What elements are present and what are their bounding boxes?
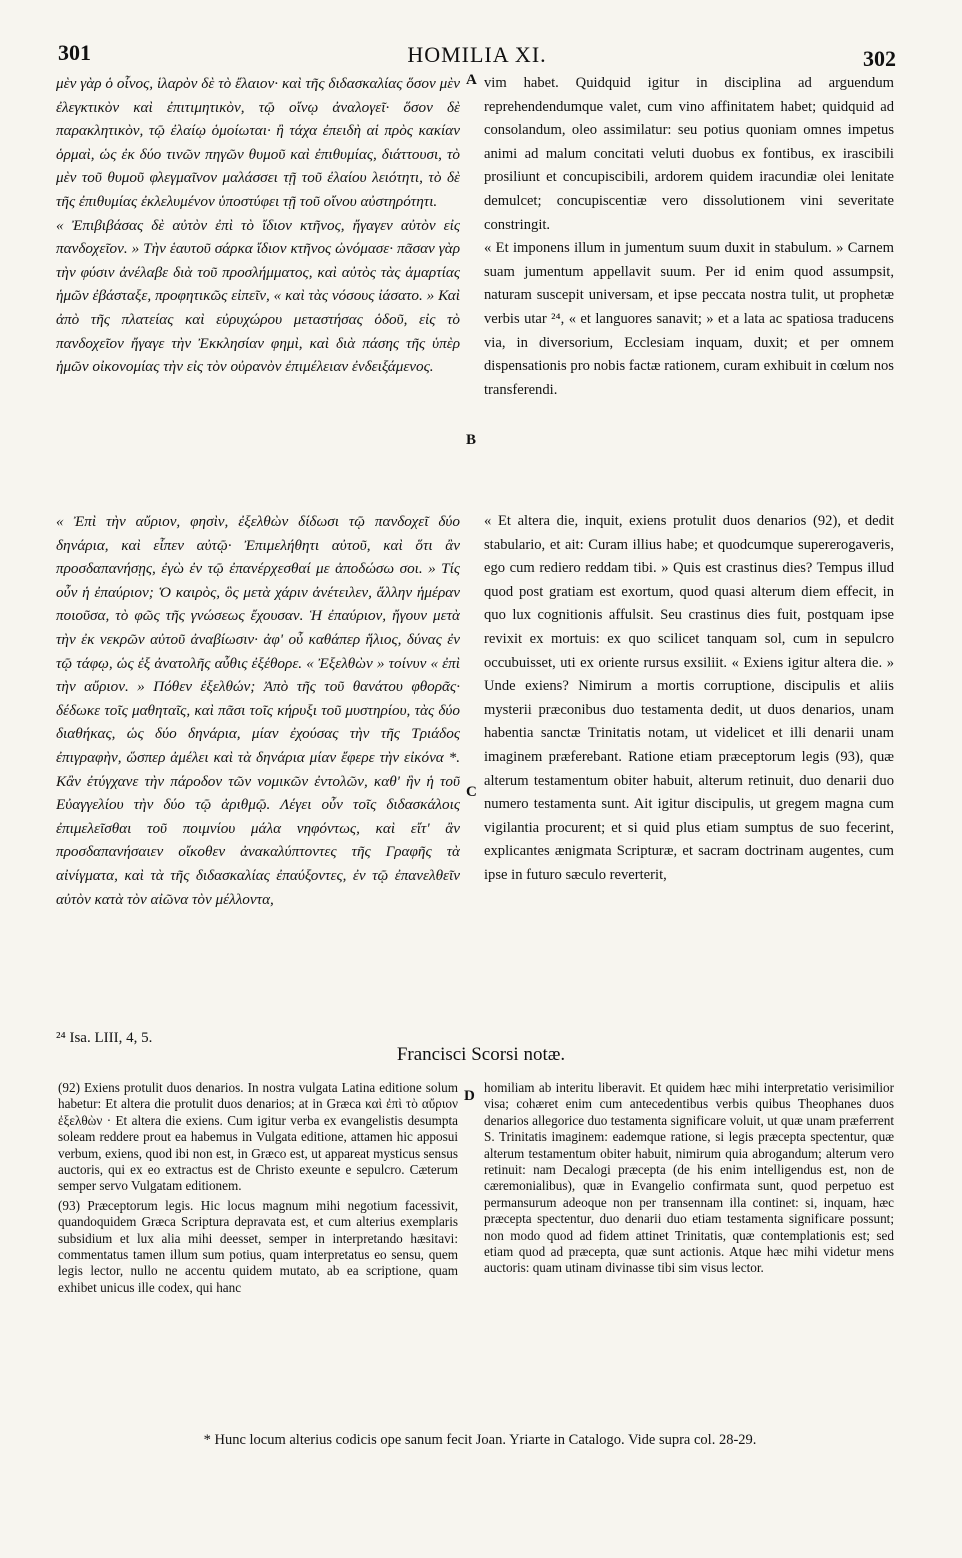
latin-paragraph: « Et altera die, inquit, exiens protulit duos denarios (92), et dedit stabulario, et ait: Curam illius habe; et quodcumque supererogaveris, ego cum rediero reddam tibi. » Quis est crastinus dies? Tempus illud quod post gratiam est exortum, quod quasi alterum diem effecit, in quo lux cognitionis affulsit. Seu crastinus dies fuit, postquam ipse revixit ex mortuis: ex quo scilicet tanquam sol, cum in sepulcro occubuisset, uti ex oriente rursus exsiliit. « Exiens igitur altera die. » Unde exiens? Nimirum a mortis corruptione, discipulis et aliis mysterii præconibus duo testamenta dedit, ut duos denarios, unam habentia sanctæ Trinitatis notam, ut videlicet et illi denarii unam imaginem præferebant. Ratione etiam præceptorum legis (93), quæ alterum testamentum obiter habuit, alterum retinuit, duo denarii duo numero testamenta sunt. Ait igitur discipulis, ut gregem magna cum vigilantia procurent; et si quid plus etiam sumptus de suo fecerint, explicantes ænigmata Scripturæ, et sacram doctrinam augentes, cum ipse in futuro sæculo reverterit,	[484, 513, 894, 883]
notes-column-left	[58, 1080, 458, 1420]
margin-letter-b: B	[466, 432, 477, 448]
margin-letter-a: A	[466, 72, 477, 88]
margin-letter-c: C	[466, 784, 477, 800]
right-page-number: 302	[863, 46, 896, 71]
greek-paragraph: « Ἐπιβιβάσας δὲ αὐτὸν ἐπὶ τὸ ἴδιον κτῆνος, ἤγαγεν αὐτὸν εἰς πανδοχεῖον. » Τὴν ἑαυτοῦ σάρκα ἴδιον κτῆνος ὠνόμασε· πᾶσαν γὰρ τὴν φύσιν ἀνέλαβε διὰ τοῦ προσλήμματος, καὶ αὐτὸς τὰς ἁμαρτίας ἡμῶν ἐβάσταξε, προφητικῶς εἰπεῖν, « καὶ τὰς νόσους ἰάσατο. » Καὶ ἀπὸ τῆς πλατείας καὶ εὐρυχώρου μεταστήσας ὁδοῦ, εἰς τὸ πανδοχεῖον ἤγαγε τὴν Ἐκκλησίαν φημὶ, καὶ διὰ πάσης τῆς ὑπὲρ ἡμῶν οἰκονομίας τὴν εἰς τὸν οὐρανὸν ἐπιμέλειαν ἐνδειξάμενος.	[56, 216, 460, 376]
greek-paragraph: μὲν γὰρ ὁ οἶνος, ἱλαρὸν δὲ τὸ ἔλαιον· καὶ τῆς διδασκαλίας ὅσον μὲν ἐλεγκτικὸν καὶ ἐπιτιμητικὸν, τῷ οἴνῳ ἀναλογεῖ· ὅσον δὲ παρακλητικὸν, τῷ ἐλαίῳ ὁμοίωται· ἢ τάχα ἐπειδὴ αἱ πρὸς κακίαν ὁρμαὶ, ὡς ἐκ δύο τινῶν πηγῶν θυμοῦ καὶ ἐπιθυμίας, διάττουσι, τὸ μὲν τοῦ θυμοῦ φλεγμαῖνον μαλάσσει τῇ τοῦ ἐλαίου λειότητι, τὸ δὲ τῆς ἐπιθυμίας ἐκλελυμένον ὑποστύφει τῇ τοῦ οἴνου αὐστηρότητι.	[56, 75, 460, 210]
scripture-footnote: ²⁴ Isa. LIII, 4, 5.	[56, 1030, 153, 1046]
latin-paragraph: « Et imponens illum in jumentum suum duxit in stabulum. » Carnem suam jumentum appellavit suum. Per id enim quod assumpsit, naturam suscepit universam, et ipse peccata nostra tulit, ut prophetæ verbis utar ²⁴, « et languores sanavit; » et a lata ac spatiosa traducens via, in diversorium, Ecclesiam inquam, duxit; et per omnem dispensationis pro nobis factæ rationem, curam exhibuit in cœlum nos transferendi.	[484, 240, 894, 398]
bottom-footnote: * Hunc locum alterius codicis ope sanum fecit Joan. Yriarte in Catalogo. Vide supra col. 28-29.	[203, 1432, 757, 1448]
page-header	[58, 38, 896, 72]
notes-heading: Francisci Scorsi notæ.	[396, 1044, 566, 1065]
notes-column-right	[484, 1080, 894, 1420]
greek-column-middle	[56, 510, 460, 1030]
latin-column-top	[484, 72, 894, 492]
note-paragraph: (93) Præceptorum legis. Hic locus magnum mihi negotium facessivit, quandoquidem Græca Scriptura depravata est, et cum alterius exemplaris subsidium et lux alia mihi deesset, semper in interpretando hæsitavi: commentatus tamen illum sum potius, quam interpretatus eo sensu, quem legis lector, nullo ne accentu quidem mutato, ab ea scriptione, quam exhibet unicus ille codex, qui hanc	[58, 1197, 458, 1295]
left-page-number: 301	[58, 40, 91, 65]
latin-column-middle	[484, 510, 894, 1030]
note-paragraph: (92) Exiens protulit duos denarios. In nostra vulgata Latina editione solum habetur: Et altera die protulit duos denarios; at in Græca καὶ ἐπὶ τὸ αὔριον ἐξελθὼν · Et altera die exiens. Cum igitur verba ex evangelistis desumpta soleam reddere prout ea habemus in Vulgata editione, attamen hic apposui verbum, exiens, quod ibi non est, in Græco est, ut appareat mysticus sensus auctoris, qui ex eo extractus est de Christo exeunte e sepulcro. Cæterum semper servo Vulgatam editionem.	[58, 1080, 458, 1194]
latin-paragraph: vim habet. Quidquid igitur in disciplina ad arguendum reprehendendumque valet, cum vino affinitatem habet; quidquid ad consolandum, oleo assimilatur: seu potius quoniam omnes impetus animi ad malum concitati veluti duobus ex fontibus, ex irascibili prosiliunt et concupiscibili, ardorem quidem iracundiæ olei lenitate demulcet; concupiscentiæ vero dissolutionem vini severitate constringit.	[484, 75, 894, 233]
greek-column-top	[56, 72, 460, 492]
margin-letter-d: D	[464, 1088, 475, 1104]
running-title: HOMILIA XI.	[407, 42, 547, 67]
note-paragraph: homiliam ab interitu liberavit. Et quidem hæc mihi interpretatio verisimilior visa; cohæret enim cum antecedentibus verbis quibus Theophanes duos denarios allegorice duo testamenta significare voluit, ut quæ unam præferrent S. Trinitatis imaginem: eademque ratione, si legis præcepta spectentur, quæ alterum testamentum obiter habuit, nimirum quia abrogandum; alterum vero retinuit: nam Decalogi præcepta (de his enim intelligendus est, non de cæremonialibus), quæ in Evangelio confirmata sunt, quod perpetuo est permansurum adeoque non per transennam illa continet: si, inquam, hæc præcepta spectentur, duo denarii duo etiam testamenta significare possunt; non modo quod ad fidem attinet Trinitatis, quæ contemplationis est; sed etiam quod ad præcepta, quæ sunt actionis. Atque hæc mihi videtur mens auctoris: quam utinam divinasse tibi sim visus lector.	[484, 1080, 894, 1276]
greek-paragraph: « Ἐπὶ τὴν αὔριον, φησὶν, ἐξελθὼν δίδωσι τῷ πανδοχεῖ δύο δηνάρια, καὶ εἶπεν αὐτῷ· Ἐπιμελήθητι αὐτοῦ, καὶ ὅτι ἂν προσδαπανήσῃς, ἐγὼ ἐν τῷ ἐπανέρχεσθαί με ἀποδώσω σοι. » Τίς οὖν ἡ ἐπαύριον; Ὁ καιρὸς, ὃς μετὰ χάριν ἀνέτειλεν, ἄλλην ἡμέραν ποιοῦσα, τὸ φῶς τῆς γνώσεως ἔχουσαν. Ἡ ἐπαύριον, ἤγουν μετὰ τὴν ἐκ νεκρῶν αὐτοῦ ἀναβίωσιν· ἀφ' οὗ καθάπερ ἥλιος, δύνας ἐν τῷ τάφῳ, ὡς ἐξ ἀνατολῆς αὖθις ἐξέθορε. « Ἐξελθὼν » τοίνυν « ἐπὶ τὴν αὔριον. » Πόθεν ἐξελθών; Ἀπὸ τῆς τοῦ θανάτου φθορᾶς· δέδωκε τοῖς μαθηταῖς, καὶ πᾶσι τοῖς κήρυξι τοῦ μυστηρίου, τὰς δύο διαθήκας, ὡς δύο δηνάρια, μίαν ἐχούσας τὴν τῆς Τριάδος ἐπιγραφὴν, ὥσπερ ἀμέλει καὶ τὰ δηνάρια μίαν ἔφερε τὴν εἰκόνα *. Κἂν ἐτύγχανε τὴν πάροδον τῶν νομικῶν ἐντολῶν, καθ' ἣν ἡ τοῦ Εὐαγγελίου τὴν δύο τῷ ἀριθμῷ. Λέγει οὖν τοῖς διδασκάλοις ἐπιμελεῖσθαι τοῦ ποιμνίου μάλα νηφόντως, καὶ εἴτ' ἂν προσδαπανήσαιεν οἴκοθεν ἀνακαλύπτοντες τῆς Γραφῆς τὰ αἰνίγματα, καὶ τὰ τῆς διδασκαλίας ἐπαύξοντες, ἐν τῷ ἐπανελθεῖν αὐτὸν κατὰ τὸν αἰῶνα τὸν μέλλοντα,	[56, 513, 460, 908]
